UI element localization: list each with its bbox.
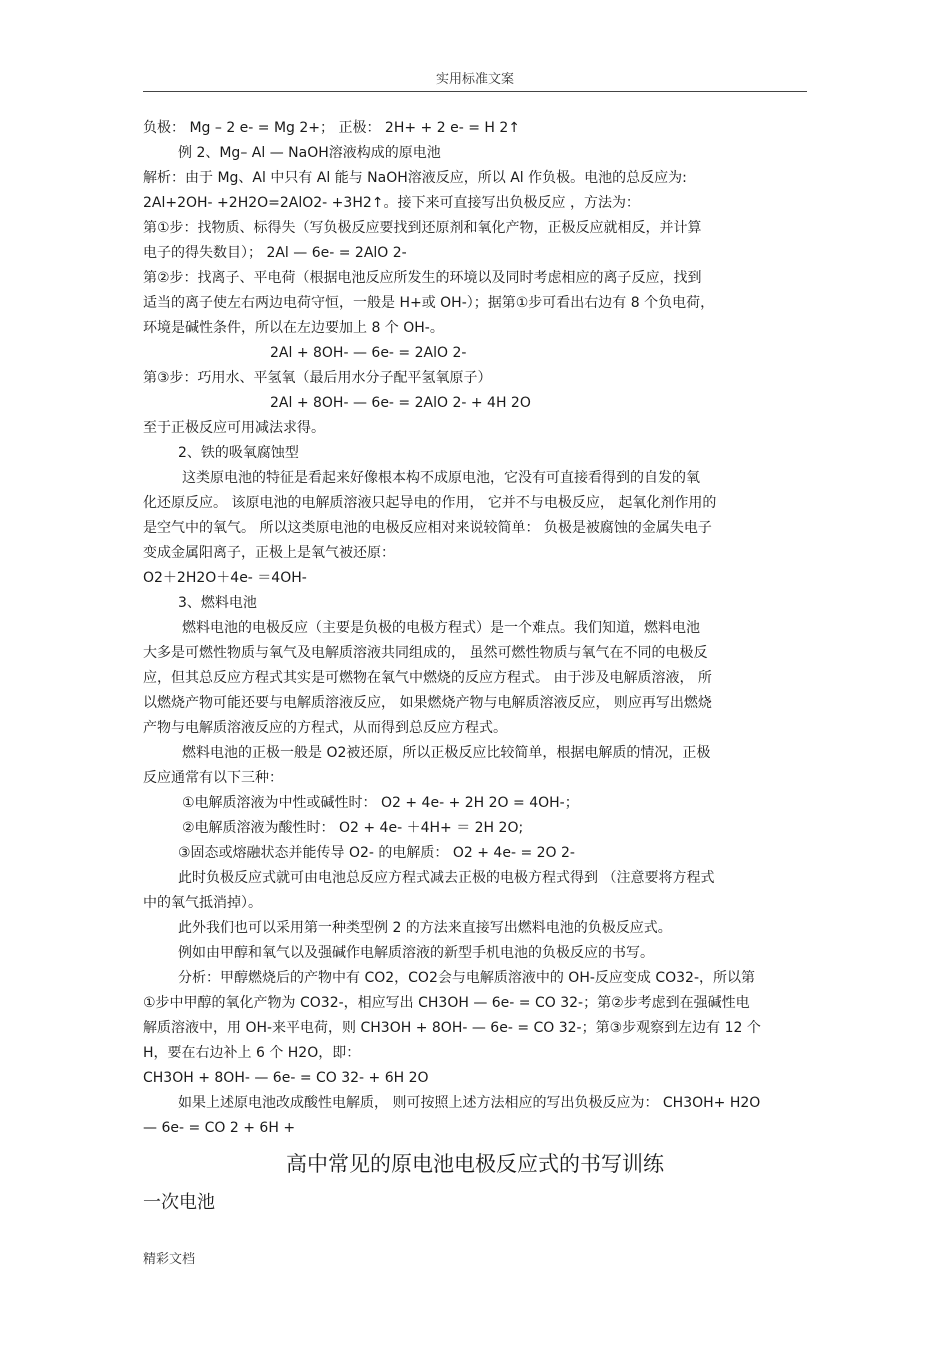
text-line: 至于正极反应可用减法求得。 (143, 420, 325, 436)
text-line: 化还原反应。 该原电池的电解质溶液只起导电的作用， 它并不与电极反应， 起氧化剂作用的 (143, 495, 717, 511)
header-divider (143, 91, 807, 92)
list-item: ③固态或熔融状态并能传导 O2- 的电解质： O2 + 4e- = 2O 2- (178, 845, 575, 861)
text-line: 此时负极反应式就可由电池总反应方程式减去正极的电极方程式得到 （注意要将方程式 (178, 870, 715, 886)
text-line: 是空气中的氧气。 所以这类原电池的电极反应相对来说较简单： 负极是被腐蚀的金属失电子 (143, 520, 712, 536)
text-line: 中的氧气抵消掉）。 (143, 895, 262, 911)
text-line: 以燃烧产物可能还要与电解质溶液反应， 如果燃烧产物与电解质溶液反应， 则应再写出燃烧 (143, 695, 712, 711)
equation-line: 2Al + 8OH- — 6e- = 2AlO 2- + 4H 2O (270, 395, 531, 411)
text-line: 适当的离子使左右两边电荷守恒，一般是 H+或 OH-）；据第①步可看出右边有 8 个负电荷， (143, 295, 715, 311)
text-line: 变成金属阳离子，正极上是氧气被还原： (143, 545, 395, 561)
subsection-heading: 3、燃料电池 (178, 595, 257, 611)
page-header: 实用标准文案 (435, 72, 514, 87)
equation-line: O2＋2H2O＋4e- ＝4OH- (143, 570, 307, 586)
text-line: 产物与电解质溶液反应的方程式，从而得到总反应方程式。 (143, 720, 507, 736)
list-item: ①电解质溶液为中性或碱性时： O2 + 4e- + 2H 2O = 4OH-； (182, 795, 579, 811)
text-line: 第①步：找物质、标得失（写负极反应要找到还原剂和氧化产物，正极反应就相反，并计算 (143, 220, 702, 236)
text-line: 燃料电池的正极一般是 O2被还原，所以正极反应比较简单，根据电解质的情况，正极 (182, 745, 711, 761)
page-title: 高中常见的原电池电极反应式的书写训练 (286, 1152, 664, 1176)
text-line: 负极： Mg – 2 e- = Mg 2+； 正极： 2H+ + 2 e- = H 2↑ (143, 120, 520, 136)
text-line: 反应通常有以下三种： (143, 770, 283, 786)
text-line: 如果上述原电池改成酸性电解质， 则可按照上述方法相应的写出负极反应为： CH3OH+ H2O (178, 1095, 761, 1111)
text-line: 此外我们也可以采用第一种类型例 2 的方法来直接写出燃料电池的负极反应式。 (178, 920, 672, 936)
text-line: 应，但其总反应方程式其实是可燃物在氧气中燃烧的反应方程式。 由于涉及电解质溶液， 所 (143, 670, 712, 686)
subsection-heading: 2、铁的吸氧腐蚀型 (178, 445, 299, 461)
page-footer: 精彩文档 (143, 1252, 196, 1267)
text-line: 分析：甲醇燃烧后的产物中有 CO2，CO2会与电解质溶液中的 OH-反应变成 CO32-，所以第 (178, 970, 756, 986)
section-heading: 一次电池 (143, 1192, 215, 1213)
text-line: 解析：由于 Mg、Al 中只有 Al 能与 NaOH溶液反应，所以 Al 作负极。电池的总反应为: (143, 170, 687, 186)
text-line: 第②步：找离子、平电荷（根据电池反应所发生的环境以及同时考虑相应的离子反应，找到 (143, 270, 702, 286)
list-item: ②电解质溶液为酸性时： O2 + 4e- ＋4H+ ＝ 2H 2O; (182, 820, 524, 836)
text-line: 环境是碱性条件，所以在左边要加上 8 个 OH-。 (143, 320, 444, 336)
text-line: 第③步：巧用水、平氢氧（最后用水分子配平氢氧原子） (143, 370, 492, 386)
text-line: 电子的得失数目）； 2Al — 6e- = 2AlO 2- (143, 245, 407, 261)
text-line: 例 2、Mg– Al — NaOH溶液构成的原电池 (178, 145, 441, 161)
equation-line: — 6e- = CO 2 + 6H + (143, 1120, 296, 1136)
text-line: 大多是可燃性物质与氧气及电解质溶液共同组成的， 虽然可燃性物质与氧气在不同的电极反 (143, 645, 708, 661)
text-line: 例如由甲醇和氧气以及强碱作电解质溶液的新型手机电池的负极反应的书写。 (178, 945, 654, 961)
equation-line: CH3OH + 8OH- — 6e- = CO 32- + 6H 2O (143, 1070, 429, 1086)
text-line: 燃料电池的电极反应（主要是负极的电极方程式）是一个难点。我们知道，燃料电池 (182, 620, 700, 636)
text-line: 这类原电池的特征是看起来好像根本构不成原电池，它没有可直接看得到的自发的氧 (182, 470, 700, 486)
text-line: 解质溶液中，用 OH-来平电荷，则 CH3OH + 8OH- — 6e- = CO 32-；第③步观察到左边有 12 个 (143, 1020, 761, 1036)
text-line: ①步中甲醇的氧化产物为 CO32-，相应写出 CH3OH — 6e- = CO 32-；第②步考虑到在强碱性电 (143, 995, 750, 1011)
text-line: 2Al+2OH- +2H2O=2AlO2- +3H2↑。接下来可直接写出负极反应 ，方法为： (143, 195, 640, 211)
text-line: H，要在右边补上 6 个 H2O，即： (143, 1045, 361, 1061)
equation-line: 2Al + 8OH- — 6e- = 2AlO 2- (270, 345, 467, 361)
